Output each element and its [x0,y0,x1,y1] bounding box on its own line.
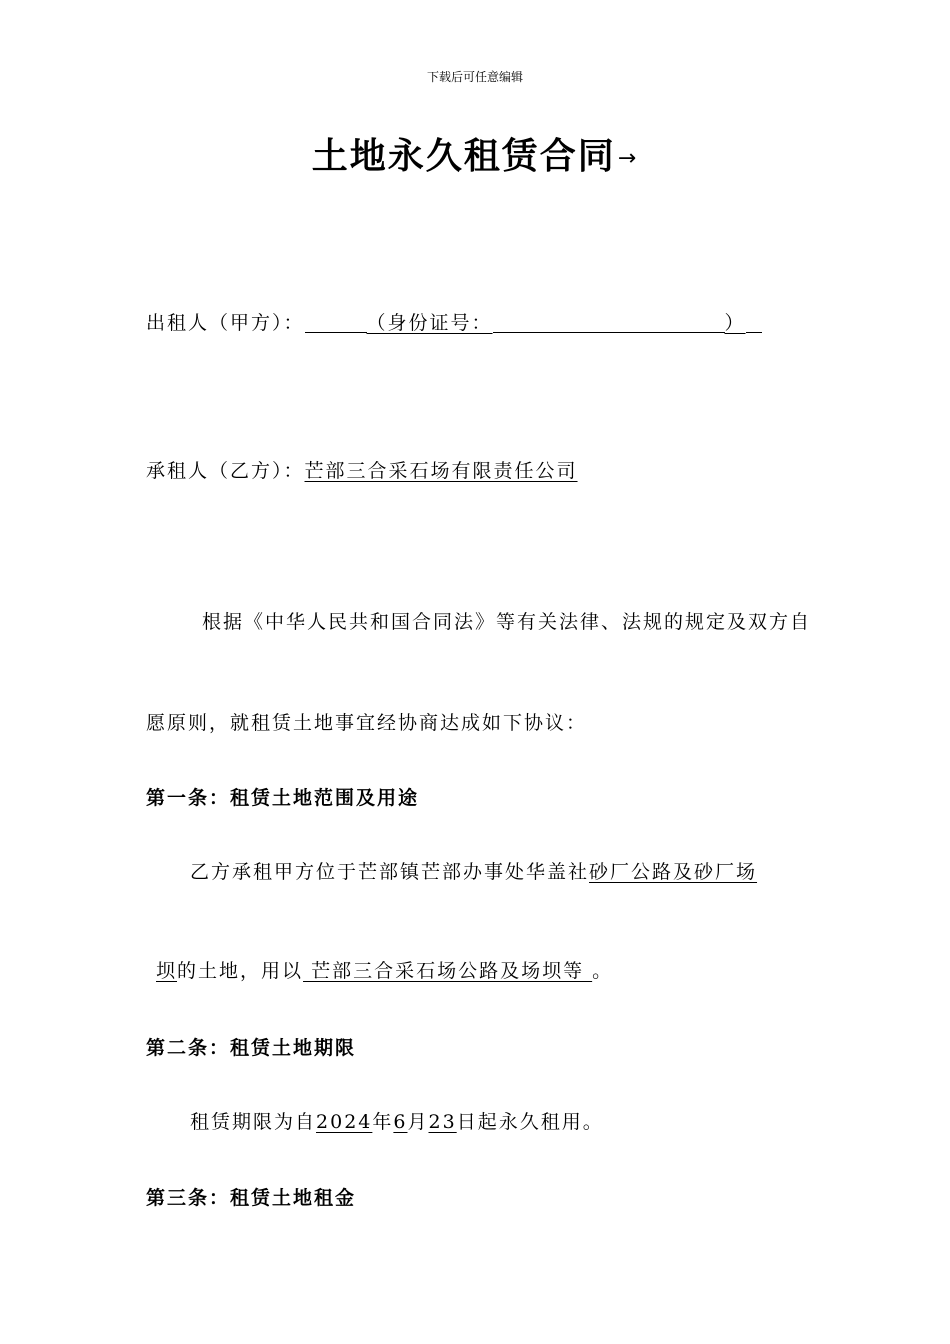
lease-start-month: 6 [393,1111,408,1133]
document-title [0,128,950,179]
article-1-text-a: 乙方承租甲方位于芒部镇芒部办事处华盖社 [190,861,590,883]
article-1-end: 。 [592,960,614,982]
article-1-purpose: 芒部三合采石场公路及场坝等 [303,960,593,982]
lessee-label: 承租人（乙方）： [146,460,305,482]
article-2-heading: 第二条：租赁土地期限 [146,1037,357,1059]
intro-line-1: 根据《中华人民共和国合同法》等有关法律、法规的规定及双方自 [202,611,812,633]
article-1-location: 砂厂公路及砂厂场 [589,861,758,883]
article-2-text-b: 年 [372,1111,394,1133]
article-2-text-d: 日起永久租用。 [456,1111,604,1133]
article-1-location-cont: 坝 [156,960,178,982]
lease-start-year: 2024 [316,1111,373,1133]
lessee-name: 芒部三合采石场有限责任公司 [304,460,578,482]
lessor-id-close: ） [724,312,746,334]
article-1-text-b: 的土地，用以 [177,960,304,982]
header-note: 下载后可任意编辑 [426,70,523,84]
article-1-line-2 [156,956,613,983]
article-2-line [190,1107,604,1134]
intro-line-2: 愿原则，就租赁土地事宜经协商达成如下协议： [146,712,588,734]
lessee-line [146,456,578,483]
lessor-id-open: （身份证号： [366,312,493,334]
article-1-line-1 [190,857,757,884]
lessor-line [146,308,762,335]
title-text: 土地永久租赁合同 [311,136,616,177]
lessor-id-blank [493,312,725,333]
article-3-heading: 第三条：租赁土地租金 [146,1187,357,1209]
title-arrow-mark: → [617,145,639,171]
lease-start-day: 23 [428,1111,457,1133]
article-2-text-c: 月 [407,1111,429,1133]
lessor-id-tail-blank [746,312,762,333]
article-2-text-a: 租赁期限为自 [190,1111,317,1133]
lessor-label: 出租人（甲方）： [146,312,305,334]
lessor-name-blank [305,312,367,333]
article-1-heading: 第一条：租赁土地范围及用途 [146,787,420,809]
